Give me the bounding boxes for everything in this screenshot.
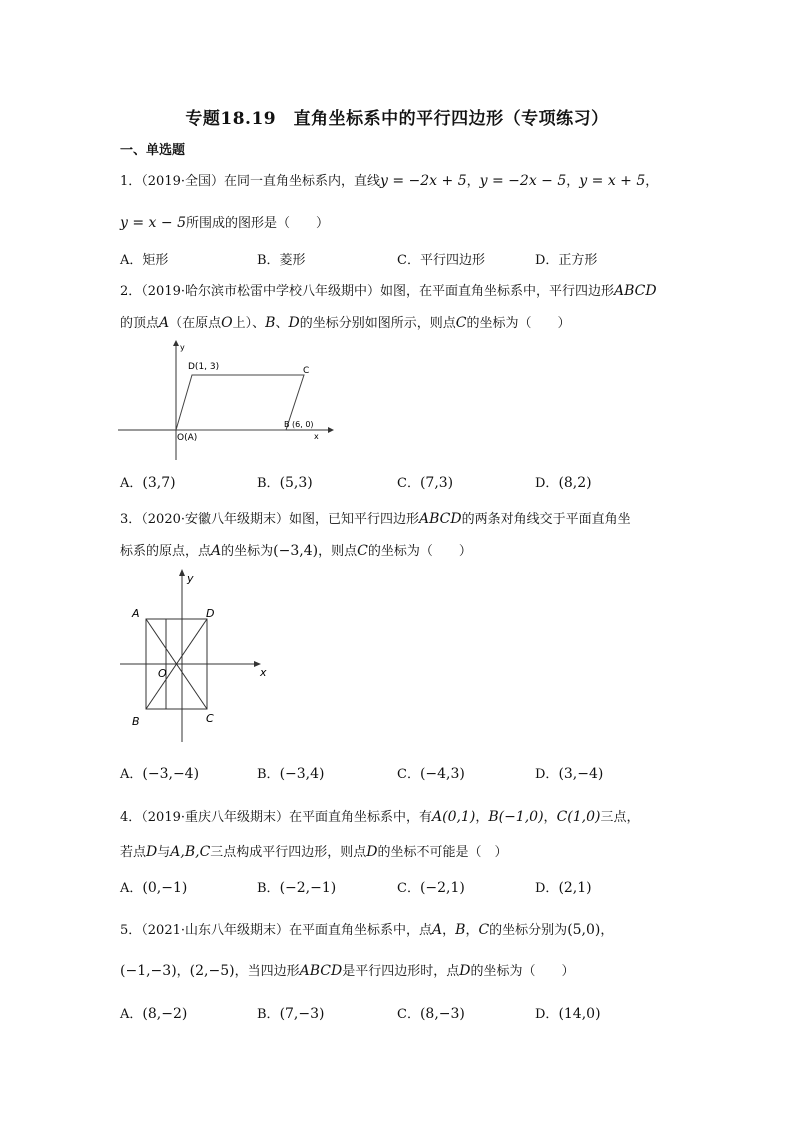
- q4-option-a[interactable]: [120, 877, 187, 896]
- q3-coord: (−3,4): [273, 543, 319, 559]
- q4-option-a-letter: A．: [120, 881, 143, 896]
- q5-options: [120, 1003, 680, 1023]
- q2-x-arrow: [328, 427, 334, 433]
- q4-point-c: C(1,0): [556, 809, 601, 825]
- q2-option-c-value: (7,3): [419, 475, 454, 491]
- q4-option-d[interactable]: [535, 877, 592, 896]
- q4-line1: 4．（2019·重庆八年级期末）在平面直角坐标系中，有A(0,1)，B(−1,0)，C(1,0)三点，: [120, 809, 640, 825]
- q4-option-b-value: (−2,−1): [279, 880, 337, 896]
- q2-option-d-letter: D．: [535, 476, 559, 491]
- q3-option-d-letter: D．: [535, 767, 559, 782]
- q3-label-c: C: [206, 712, 214, 725]
- q2-text-b: （在原点: [169, 316, 222, 331]
- q2-label-x: x: [314, 432, 319, 441]
- q5-var-a: A: [432, 922, 443, 938]
- q4-options: [120, 877, 680, 897]
- q5-option-c-letter: C．: [397, 1007, 420, 1022]
- q4-option-c[interactable]: [397, 877, 465, 896]
- q5-option-a[interactable]: [120, 1003, 187, 1022]
- q1-sep-b: ，: [566, 174, 580, 189]
- q3-abcd: ABCD: [419, 511, 462, 527]
- section-heading: 一、单选题: [120, 143, 186, 158]
- q2-abcd: ABCD: [614, 283, 657, 299]
- q2-option-b-value: (5,3): [279, 475, 313, 491]
- q2-text-d: 、: [275, 316, 289, 331]
- q5-text-d: 是平行四边形时，点: [342, 964, 460, 979]
- q2-text-a: 的顶点: [120, 316, 160, 331]
- q5-option-d[interactable]: [535, 1003, 601, 1022]
- q2-var-c: C: [455, 315, 467, 331]
- q4-option-a-value: (0,−1): [142, 880, 188, 896]
- q3-text-e: ，则点: [318, 544, 358, 559]
- q1-prefix: 1．（2019·全国）在同一直角坐标系内，直线: [120, 174, 380, 189]
- q5-option-b[interactable]: [257, 1003, 324, 1022]
- q5-line1: 5．（2021·山东八年级期末）在平面直角坐标系中，点A，B，C的坐标分别为(5,0)，: [120, 922, 614, 938]
- q1-eq2: y = −2x − 5: [479, 173, 567, 189]
- q5-coord-3: (2,−5): [189, 963, 235, 979]
- q2-text-c: 上）、: [232, 316, 266, 331]
- q5-option-c-value: (8,−3): [419, 1006, 465, 1022]
- q4-var-d: D: [146, 844, 158, 860]
- q3-option-b-letter: B．: [257, 767, 280, 782]
- q3-label-a: A: [132, 607, 140, 620]
- q3-label-b: B: [132, 715, 140, 728]
- q2-line2: [120, 312, 570, 331]
- q3-option-a-value: (−3,−4): [142, 766, 200, 782]
- q1-sep2: ，: [645, 174, 659, 189]
- q1-sep: ，: [466, 174, 480, 189]
- q3-label-d: D: [206, 607, 215, 620]
- q3-option-a[interactable]: [120, 763, 199, 782]
- q4-var-d2: D: [366, 844, 378, 860]
- q5-line2: (−1,−3)，(2,−5)，当四边形ABCD是平行四边形时，点D的坐标为（ ）: [120, 963, 575, 979]
- q1-option-d[interactable]: D．正方形: [535, 253, 598, 268]
- q4-option-c-letter: C．: [397, 881, 420, 896]
- q3-line2: [120, 540, 472, 559]
- q3-option-b-value: (−3,4): [279, 766, 325, 782]
- q2-option-a[interactable]: [120, 472, 176, 491]
- q3-option-b[interactable]: [257, 763, 324, 782]
- q4-option-c-value: (−2,1): [419, 880, 465, 896]
- q4-text-a: 4．（2019·重庆八年级期末）在平面直角坐标系中，有: [120, 810, 432, 825]
- q3-option-c[interactable]: [397, 763, 465, 782]
- q5-option-b-value: (7,−3): [279, 1006, 325, 1022]
- q2-text-f: 的坐标为（ ）: [466, 316, 571, 331]
- q2-var-a: A: [159, 315, 170, 331]
- q2-line1-text: 2．（2019·哈尔滨市松雷中学校八年级期中）如图，在平面直角坐标系中，平行四边形: [120, 284, 614, 299]
- q5-text-e: 的坐标为（ ）: [470, 964, 575, 979]
- q4-point-b: B(−1,0): [488, 809, 544, 825]
- q4-option-d-letter: D．: [535, 881, 559, 896]
- q1-line2: [120, 212, 329, 231]
- q4-text-f: 的坐标不可能是（ ）: [377, 845, 508, 860]
- q4-line2: [120, 841, 508, 860]
- q1-option-c[interactable]: C．平行四边形: [397, 253, 485, 268]
- q2-y-arrow: [173, 340, 179, 346]
- q3-text-f: 的坐标为（ ）: [367, 544, 472, 559]
- q3-label-x: x: [260, 666, 267, 679]
- q3-text-a: 3．（2020·安徽八年级期末）如图，已知平行四边形: [120, 512, 419, 527]
- q5-option-d-value: (14,0): [558, 1006, 601, 1022]
- q2-label-o: O(A): [177, 433, 198, 443]
- q2-option-d[interactable]: [535, 472, 592, 491]
- q1-eq1: y = −2x + 5: [380, 173, 467, 189]
- q2-var-b: B: [265, 315, 276, 331]
- q5-coord-2: (−1,−3): [120, 963, 177, 979]
- q3-label-o: O: [158, 667, 167, 680]
- q2-label-b: B (6, 0): [284, 420, 314, 429]
- q4-option-d-value: (2,1): [558, 880, 592, 896]
- q5-option-b-letter: B．: [257, 1007, 280, 1022]
- q5-text-a: 5．（2021·山东八年级期末）在平面直角坐标系中，点: [120, 923, 432, 938]
- q1-option-b[interactable]: B．菱形: [257, 253, 306, 268]
- q5-text-c: ，当四边形: [234, 964, 300, 979]
- q4-option-b-letter: B．: [257, 881, 280, 896]
- q2-options: [120, 472, 680, 492]
- q5-coord-1: (5,0): [567, 922, 601, 938]
- q3-figure: [118, 568, 278, 744]
- q1-option-a[interactable]: A．矩形: [120, 253, 169, 268]
- q3-options: [120, 763, 680, 783]
- q3-option-d-value: (3,−4): [558, 766, 604, 782]
- q2-figure: [118, 340, 338, 465]
- q4-option-b[interactable]: [257, 877, 336, 896]
- q4-text-e: 三点构成平行四边形，则点: [210, 845, 367, 860]
- q5-var-b: B: [455, 922, 466, 938]
- q3-option-c-letter: C．: [397, 767, 420, 782]
- q2-line1: [120, 280, 657, 299]
- q1-line1: [120, 170, 658, 189]
- q4-text-b: 三点，: [600, 810, 640, 825]
- q2-option-b-letter: B．: [257, 476, 280, 491]
- q5-option-a-value: (8,−2): [142, 1006, 188, 1022]
- q2-option-d-value: (8,2): [558, 475, 592, 491]
- q2-label-c: C: [303, 366, 310, 376]
- q2-label-d: D(1, 3): [188, 362, 220, 372]
- page-title: 专题18.19 直角坐标系中的平行四边形（专项练习）: [185, 109, 609, 129]
- q1-eq4: y = x − 5: [120, 215, 186, 231]
- q4-abc: A,B,C: [170, 844, 211, 860]
- q2-text-e: 的坐标分别如图所示，则点: [299, 316, 456, 331]
- q5-option-d-letter: D．: [535, 1007, 559, 1022]
- q2-option-b[interactable]: [257, 472, 313, 491]
- q2-option-c-letter: C．: [397, 476, 420, 491]
- q4-point-a: A(0,1): [432, 809, 476, 825]
- q4-text-c: 若点: [120, 845, 147, 860]
- q5-option-a-letter: A．: [120, 1007, 143, 1022]
- q3-option-c-value: (−4,3): [419, 766, 465, 782]
- q3-label-y: y: [187, 572, 194, 585]
- q1-eq3: y = x + 5: [579, 173, 646, 189]
- q5-var-d: D: [459, 963, 471, 979]
- q3-var-a: A: [211, 543, 222, 559]
- q2-label-y: y: [180, 343, 185, 352]
- q5-text-b: 的坐标分别为: [489, 923, 568, 938]
- q5-var-c: C: [478, 922, 490, 938]
- q3-text-b: 的两条对角线交于平面直角坐: [461, 512, 631, 527]
- q3-text-c: 标系的原点，点: [120, 544, 212, 559]
- q3-text-d: 的坐标为: [221, 544, 274, 559]
- q2-option-a-value: (3,7): [142, 475, 176, 491]
- q4-text-d: 与: [157, 845, 171, 860]
- q3-var-c: C: [357, 543, 368, 559]
- q5-abcd: ABCD: [299, 963, 343, 979]
- q3-line1: [120, 508, 631, 527]
- q3-y-arrow: [179, 569, 185, 576]
- q1-suffix: 所围成的图形是（ ）: [185, 216, 329, 231]
- q3-option-d[interactable]: [535, 763, 603, 782]
- q2-var-d: D: [288, 315, 300, 331]
- q5-option-c[interactable]: [397, 1003, 465, 1022]
- q2-option-c[interactable]: [397, 472, 453, 491]
- q2-option-a-letter: A．: [120, 476, 143, 491]
- q1-options: [120, 249, 680, 269]
- q3-option-a-letter: A．: [120, 767, 143, 782]
- q2-var-o: O: [221, 315, 233, 331]
